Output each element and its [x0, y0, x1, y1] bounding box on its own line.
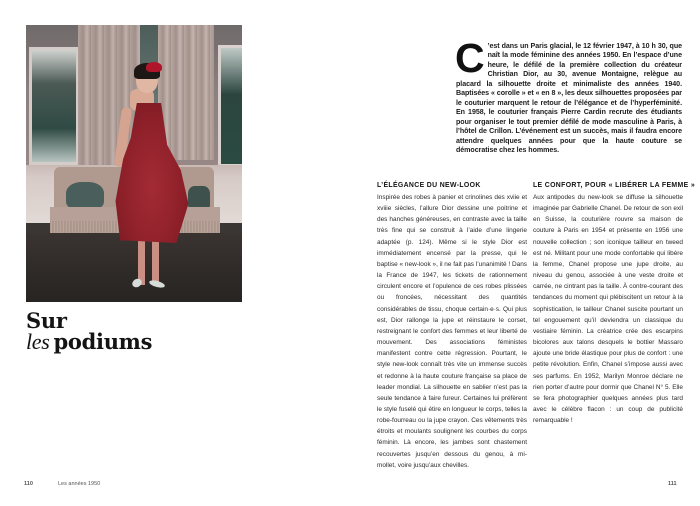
section-title-line1: Sur [26, 308, 67, 333]
section-title [26, 310, 152, 352]
column-heading: LE CONFORT, POUR « LIBÉRER LA FEMME » [533, 182, 695, 189]
column-new-look [377, 181, 527, 471]
section-title-italic: les [26, 329, 50, 354]
page-number-right: 111 [668, 481, 677, 487]
section-title-rest: podiums [53, 329, 153, 354]
photo-window-right [218, 45, 242, 167]
column-chanel-comfort [533, 181, 695, 426]
fashion-photo [26, 25, 242, 302]
running-head: Les années 1950 [58, 481, 101, 487]
photo-cushion-left [66, 182, 104, 210]
column-heading: L’ÉLÉGANCE DU NEW-LOOK [377, 182, 481, 189]
photo-window-left [29, 47, 79, 165]
photo-model-hat [146, 62, 162, 72]
intro-paragraph [455, 35, 683, 155]
column-body: Aux antipodes du new-look se diffuse la silhouette imaginée par Gabrielle Chanel. De retour de son exil en Suisse, la couturière rouvre sa maison de couture à Paris en 1954 et présente en 1956 une nouvelle collection ; son iconique tailleur en tweed est né. Militant pour une mode confortable qui libère la femme, Chanel propose une jupe droite, au niveau du genou, associée à une veste droite et carrée, ne cintrant pas la taille. À contre-courant des tendances du moment qui plébiscitent un retour à la sophistication, le tailleur Chanel suscite pourtant un tel engouement qu’il deviendra un classique du vestiaire féminin. La créatrice crée des escarpins bicolores aux talons desquels le bottier Massaro ajoute une bride élastique pour plus de confort : une petite révolution. Enfin, Chanel s’impose aussi avec ses parfums. En 1952, Marilyn Monroe déclare ne rien porter d’autre pour dormir que Chanel N° 5. Elle se fera photographier quelques années plus tard avec le célèbre flacon : un coup de publicité remarquable ! [533, 194, 683, 425]
intro-text: ’est dans un Paris glacial, le 12 février 1947, à 10 h 30, que naît la mode féminine des années 1950. En l’espace d’une heure, le défilé de la première collection du créateur Christian Dior, au 30, avenue Montaigne, relègue au placard la silhouette droite et minimaliste des années 1940. Baptisées « corolle » et « en 8 », les deux silhouettes proposées par le couturier marquent le retour de l’élégance et de l’hyperféminité. En 1958, le couturier français Pierre Cardin recrute des étudiants pour organiser le tout premier défilé de mode masculine à Paris, à l’hôtel de Crillon. L’événement est un succès, mais il faudra encore attendre quelques années pour que la haute couture se démocratise chez les hommes. [456, 42, 683, 154]
drop-cap: C [455, 35, 485, 81]
column-body: Inspirée des robes à panier et crinolines des xviie et xviiie siècles, l’allure Dior dessine une poitrine et des hanches généreuses, en contraste avec la taille très fine qui se construit à l’aide d’une lingerie adaptée (p. 124). Même si le style Dior est immédiatement encensé par la presse, qui le baptise « new-look », il ne fait pas l’unanimité ! Dans la France de 1947, les tickets de rationnement circulent encore et l’opulence de ces robes plissées ou froncées, nécessitant des quantités considérables de tissu, choque certain·e·s. Qui plus est, Dior rallonge la jupe et réinstaure le corset, restreignant le confort des femmes et leur liberté de mouvement. Des associations féministes manifestent contre cette régression. Pourtant, le style new-look connaît très vite un immense succès et redonne à la haute couture française sa place de leader mondial. La silhouette en sablier n’est pas la seule tendance à faire fureur. Certaines lui préfèrent le style fuselé qui étire en longueur le corps, telles la robe-fourreau ou la jupe crayon. Ces vêtements très étroits et moulants soulignent les courbes du corps féminin. Là encore, les jambes sont chastement recouvertes jusqu’en dessous du genou, à mi-mollet, voire jusqu’aux chevilles. [377, 194, 527, 469]
section-title-line2 [26, 331, 152, 352]
page-number-left: 110 [24, 481, 33, 487]
